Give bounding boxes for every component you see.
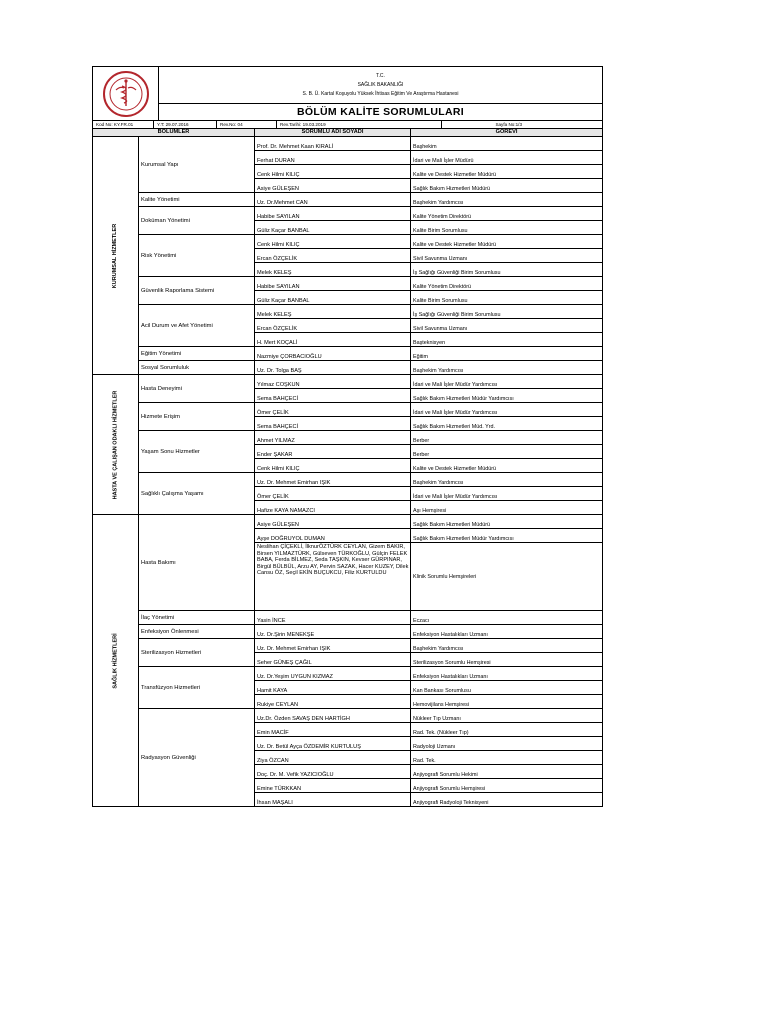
- department-group: [139, 235, 602, 277]
- section-label: [93, 515, 139, 806]
- table-row: [255, 765, 602, 779]
- department-name: Risk Yönetimi: [139, 235, 255, 276]
- responsible-name: H. Mert KOÇALİ: [255, 333, 411, 346]
- section-label-text: KURUMSAL HİZMETLER: [112, 223, 119, 288]
- table-row: [255, 653, 602, 666]
- responsible-duty: İş Sağlığı Güvenliği Birim Sorumlusu: [413, 311, 501, 318]
- table-row: [255, 667, 602, 681]
- department-name: Hasta Deneyimi: [139, 375, 255, 402]
- department-group: [139, 207, 602, 235]
- department-group: [139, 375, 602, 403]
- table-row: [255, 695, 602, 708]
- table-row: [255, 779, 602, 793]
- table-row: [255, 319, 602, 333]
- table-row: [255, 793, 602, 806]
- table-row: [255, 611, 602, 624]
- department-name: Sterilizasyon Hizmetleri: [139, 639, 255, 666]
- responsible-name: Nazmiye ÇORBACIOĞLU: [255, 347, 411, 360]
- document-header: [92, 66, 603, 121]
- table-row: [255, 403, 602, 417]
- institution-block: [159, 67, 602, 104]
- department-name: Hasta Bakımı: [139, 515, 255, 610]
- table-row: [255, 263, 602, 276]
- department-group: [139, 431, 602, 473]
- department-group: [139, 137, 602, 193]
- responsible-name: Yasin İNCE: [255, 611, 411, 624]
- section-block: [92, 137, 603, 375]
- department-group: [139, 667, 602, 709]
- responsible-duty: Berber: [413, 437, 430, 444]
- responsible-name: Ömer ÇELİK: [255, 403, 411, 416]
- department-group: [139, 305, 602, 347]
- responsible-duty: Başhekim: [413, 143, 437, 150]
- responsible-name: Melek KELEŞ: [255, 305, 411, 318]
- responsible-name: Ercan ÖZÇELİK: [255, 249, 411, 262]
- responsible-name: Ender ŞAKAR: [255, 445, 411, 458]
- table-row: [255, 487, 602, 501]
- column-header-duty: GÖREVİ: [495, 129, 518, 135]
- department-name: Doküman Yönetimi: [139, 207, 255, 234]
- responsible-name: Ahmet YILMAZ: [255, 431, 411, 444]
- responsible-name: Ferhat DURAN: [255, 151, 411, 164]
- sections-table: [92, 137, 603, 807]
- responsible-name: İhsan MAŞALI: [255, 793, 411, 806]
- department-name: İlaç Yönetimi: [139, 611, 255, 624]
- responsible-name: Asiye GÜLEŞEN: [255, 515, 411, 528]
- table-row: [255, 681, 602, 695]
- hospital-label: S. B. Ü. Kartal Koşuyolu Yüksek İhtisas Eğitim Ve Araştırma Hastanesi: [302, 90, 459, 97]
- responsible-duty: Eğitim: [413, 353, 428, 360]
- responsible-duty: Kalite Birim Sorumlusu: [413, 227, 468, 234]
- department-name: Eğitim Yönetimi: [139, 347, 255, 360]
- responsible-name: Uz.Dr. Özden SAVAŞ DEN HARTİGH: [255, 709, 411, 722]
- responsible-name: Uz. Dr.Şirin MENEKŞE: [255, 625, 411, 638]
- table-row: [255, 277, 602, 291]
- department-group: [139, 403, 602, 431]
- department-name: Acil Durum ve Afet Yönetimi: [139, 305, 255, 346]
- table-row: [255, 305, 602, 319]
- responsible-duty: Eczacı: [413, 617, 430, 624]
- responsible-duty: Anjiyografi Sorumlu Hemşiresi: [413, 785, 486, 792]
- responsible-duty: Kalite Yönetim Direktörü: [413, 213, 472, 220]
- table-row: [255, 501, 602, 514]
- responsible-duty: Başhekim Yardımcısı: [413, 645, 464, 652]
- department-group: [139, 193, 602, 207]
- table-row: [255, 333, 602, 346]
- section-block: [92, 515, 603, 807]
- responsible-duty: İdari ve Mali İşler Müdür Yardımcısı: [413, 381, 498, 388]
- document-meta-row: [92, 121, 603, 129]
- table-row: [255, 165, 602, 179]
- responsible-duty: Rad. Tek. (Nükleer Tıp): [413, 729, 469, 736]
- department-group: [139, 625, 602, 639]
- responsible-duty: Anjiyografi Sorumlu Hekimi: [413, 771, 478, 778]
- responsible-duty: İş Sağlığı Güvenliği Birim Sorumlusu: [413, 269, 501, 276]
- section-label: [93, 137, 139, 374]
- department-name: Kurumsal Yapı: [139, 137, 255, 192]
- department-name: Kalite Yönetimi: [139, 193, 255, 206]
- responsible-duty: Başhekim Yardımcısı: [413, 199, 464, 206]
- responsible-name: Hamit KAYA: [255, 681, 411, 694]
- table-row: [255, 151, 602, 165]
- responsible-name: Ayşe DOĞRUYOL DUMAN: [255, 529, 411, 542]
- responsible-duty: Kalite ve Destek Hizmetler Müdürü: [413, 241, 496, 248]
- responsible-name: Habibe SAYILAN: [255, 207, 411, 220]
- responsible-name: Cenk Hilmi KILIÇ: [255, 459, 411, 472]
- responsible-name: Cenk Hilmi KILIÇ: [255, 165, 411, 178]
- table-row: [255, 639, 602, 653]
- ministry-label: SAĞLIK BAKANLIĞI: [357, 81, 404, 88]
- table-row: [255, 193, 602, 206]
- department-name: Sağlıklı Çalışma Yaşamı: [139, 473, 255, 514]
- responsible-name: Uz. Dr. Mehmet Emirhan IŞIK: [255, 639, 411, 652]
- table-row: [255, 361, 602, 374]
- responsible-duty: Sağlık Bakım Hizmetleri Müdürü: [413, 185, 490, 192]
- department-group: [139, 277, 602, 305]
- responsible-duty: Başhekim Yardımcısı: [413, 367, 464, 374]
- responsible-duty: Kalite ve Destek Hizmetler Müdürü: [413, 465, 496, 472]
- table-row: [255, 375, 602, 389]
- section-label: [93, 375, 139, 514]
- column-header-responsible: SORUMLU ADI SOYADI: [255, 129, 411, 136]
- responsible-duty: Sağlık Bakım Hizmetleri Müdür Yardımcısı: [413, 535, 514, 542]
- ministry-logo: [93, 67, 159, 120]
- responsible-duty: Sivil Savunma Uzmanı: [413, 255, 468, 262]
- table-row: [255, 235, 602, 249]
- responsible-duty: Kan Bankası Sorumlusu: [413, 687, 471, 694]
- column-header-row: [92, 129, 603, 137]
- page-no: Sayfa No:1/3: [495, 122, 522, 127]
- table-row: [255, 207, 602, 221]
- department-name: Hizmete Erişim: [139, 403, 255, 430]
- department-name: Sosyal Sorumluluk: [139, 361, 255, 374]
- document-page: [92, 66, 603, 807]
- responsible-name: Yılmaz COŞKUN: [255, 375, 411, 388]
- responsible-duty: İdari ve Mali İşler Müdürü: [413, 157, 474, 164]
- responsible-duty: Berber: [413, 451, 430, 458]
- responsible-duty: İdari ve Mali İşler Müdür Yardımcısı: [413, 493, 498, 500]
- table-row: [255, 529, 602, 543]
- responsible-name: Uz. Dr. Betül Ayça ÖZDEMİR KURTULUŞ: [255, 737, 411, 750]
- code-no: Kod No: KY.FR.01: [93, 121, 154, 128]
- responsible-duty: Sağlık Bakım Hizmetleri Müd. Yrd.: [413, 423, 495, 430]
- department-name: Enfeksiyon Önlenmesi: [139, 625, 255, 638]
- department-group: [139, 611, 602, 625]
- table-row: [255, 389, 602, 402]
- responsible-name: Uz. Dr.Mehmet CAN: [255, 193, 411, 206]
- table-row: [255, 625, 602, 638]
- table-row: [255, 737, 602, 751]
- responsible-name: Ercan ÖZÇELİK: [255, 319, 411, 332]
- responsible-duty: Başteknisyen: [413, 339, 446, 346]
- table-row: [255, 291, 602, 304]
- section-block: [92, 375, 603, 515]
- section-label-text: HASTA VE ÇALIŞAN ODAKLI HİZMETLER: [112, 390, 119, 499]
- responsible-name: Emin MACİF: [255, 723, 411, 736]
- document-title: BÖLÜM KALİTE SORUMLULARI: [296, 106, 465, 118]
- responsible-duty: Sağlık Bakım Hizmetleri Müdürü: [413, 521, 490, 528]
- responsible-duty: İdari ve Mali İşler Müdür Yardımcısı: [413, 409, 498, 416]
- table-row: [255, 459, 602, 472]
- responsible-duty: Hemovijilans Hemşiresi: [413, 701, 470, 708]
- responsible-duty: Kalite Birim Sorumlusu: [413, 297, 468, 304]
- department-name: Güvenlik Raporlama Sistemi: [139, 277, 255, 304]
- table-row: [255, 543, 602, 610]
- responsible-name: Rukiye CEYLAN: [255, 695, 411, 708]
- table-row: [255, 417, 602, 430]
- responsible-name: Güliz Kaçar BANBAL: [255, 221, 411, 234]
- column-header-departments: BÖLÜMLER: [93, 129, 255, 136]
- responsible-name: Seher GÜNEŞ ÇAĞIL: [255, 653, 411, 666]
- responsible-name: Sema BAHÇECİ: [255, 417, 411, 430]
- responsible-duty: Kalite Yönetim Direktörü: [413, 283, 472, 290]
- department-name: Transfüzyon Hizmetleri: [139, 667, 255, 708]
- responsible-name: Ziya ÖZCAN: [255, 751, 411, 764]
- department-name: Radyasyon Güvenliği: [139, 709, 255, 806]
- department-group: [139, 639, 602, 667]
- table-row: [255, 751, 602, 765]
- responsible-name: Cenk Hilmi KILIÇ: [255, 235, 411, 248]
- table-row: [255, 515, 602, 529]
- responsible-name: Uz. Dr. Tolga BAŞ: [255, 361, 411, 374]
- department-group: [139, 347, 602, 361]
- responsible-duty: Anjiyografi Radyoloji Teknisyeni: [413, 799, 489, 806]
- table-row: [255, 137, 602, 151]
- department-group: [139, 473, 602, 514]
- revision-no: Rev.No: 04: [217, 121, 277, 128]
- table-row: [255, 431, 602, 445]
- responsible-name: Doç. Dr. M. Vefik YAZICIOĞLU: [255, 765, 411, 778]
- table-row: [255, 473, 602, 487]
- responsible-duty: Aşı Hemşiresi: [413, 507, 447, 514]
- table-row: [255, 723, 602, 737]
- responsible-duty: Kalite ve Destek Hizmetler Müdürü: [413, 171, 496, 178]
- table-row: [255, 347, 602, 360]
- tc-label: T.C.: [376, 72, 385, 79]
- responsible-duty: Sağlık Bakım Hizmetleri Müdür Yardımcısı: [413, 395, 514, 402]
- responsible-name: Melek KELEŞ: [255, 263, 411, 276]
- section-label-text: SAĞLIK HİZMETLERİ: [112, 632, 119, 689]
- responsible-duty: Başhekim Yardımcısı: [413, 479, 464, 486]
- department-name: Yaşam Sonu Hizmetler: [139, 431, 255, 472]
- responsible-name: Emine TÜRKKAN: [255, 779, 411, 792]
- responsible-name: Habibe SAYILAN: [255, 277, 411, 290]
- responsible-duty: Enfeksiyon Hastalıkları Uzmanı: [413, 673, 488, 680]
- responsible-name: Sema BAHÇECİ: [255, 389, 411, 402]
- responsible-name: Hafize KAYA NAMAZCI: [255, 501, 411, 514]
- responsible-name: Prof. Dr. Mehmet Kaan KIRALİ: [255, 137, 411, 150]
- publish-date: Y.T: 29.07.2016: [154, 121, 217, 128]
- responsible-duty: Nükleer Tıp Uzmanı: [413, 715, 461, 722]
- table-row: [255, 249, 602, 263]
- responsible-duty: Enfeksiyon Hastalıkları Uzmanı: [413, 631, 488, 638]
- revision-date: Rev.Tarihi: 19.03.2019: [277, 121, 442, 128]
- responsible-duty: Radyoloji Uzmanı: [413, 743, 456, 750]
- responsible-name: Neslihan ÇİÇEKLİ, İlknurÖZTÜRK CEYLAN, Gizem BAKIR, Birsen YILMAZTÜRK, Gülseven TÜRKOĞLU, Gülçin FELEK BABA, Ferda BİLMEZ, Seda TAŞKIN, Kevser GÜRPINAR, Birgül BÜLBÜL, Arzu AY, Pervin SAZAK, Hacer KUZEY, Dilek Cansu ÖZ, Seçil EKİN BUÇUKCU, Filiz KURTULDU: [255, 543, 411, 610]
- table-row: [255, 445, 602, 459]
- responsible-name: Uz. Dr.Yeşim UYGUN KIZMAZ: [255, 667, 411, 680]
- responsible-name: Güliz Kaçar BANBAL: [255, 291, 411, 304]
- department-group: [139, 515, 602, 611]
- responsible-name: Asiye GÜLEŞEN: [255, 179, 411, 192]
- responsible-name: Ömer ÇELİK: [255, 487, 411, 500]
- responsible-duty: Klinik Sorumlu Hemşireleri: [413, 573, 477, 580]
- table-row: [255, 709, 602, 723]
- table-row: [255, 221, 602, 234]
- responsible-duty: Sivil Savunma Uzmanı: [413, 325, 468, 332]
- department-group: [139, 361, 602, 374]
- responsible-name: Uz. Dr. Mehmet Emirhan IŞIK: [255, 473, 411, 486]
- responsible-duty: Rad. Tek.: [413, 757, 436, 764]
- table-row: [255, 179, 602, 192]
- department-group: [139, 709, 602, 806]
- responsible-duty: Sterilizasyon Sorumlu Hemşiresi: [413, 659, 491, 666]
